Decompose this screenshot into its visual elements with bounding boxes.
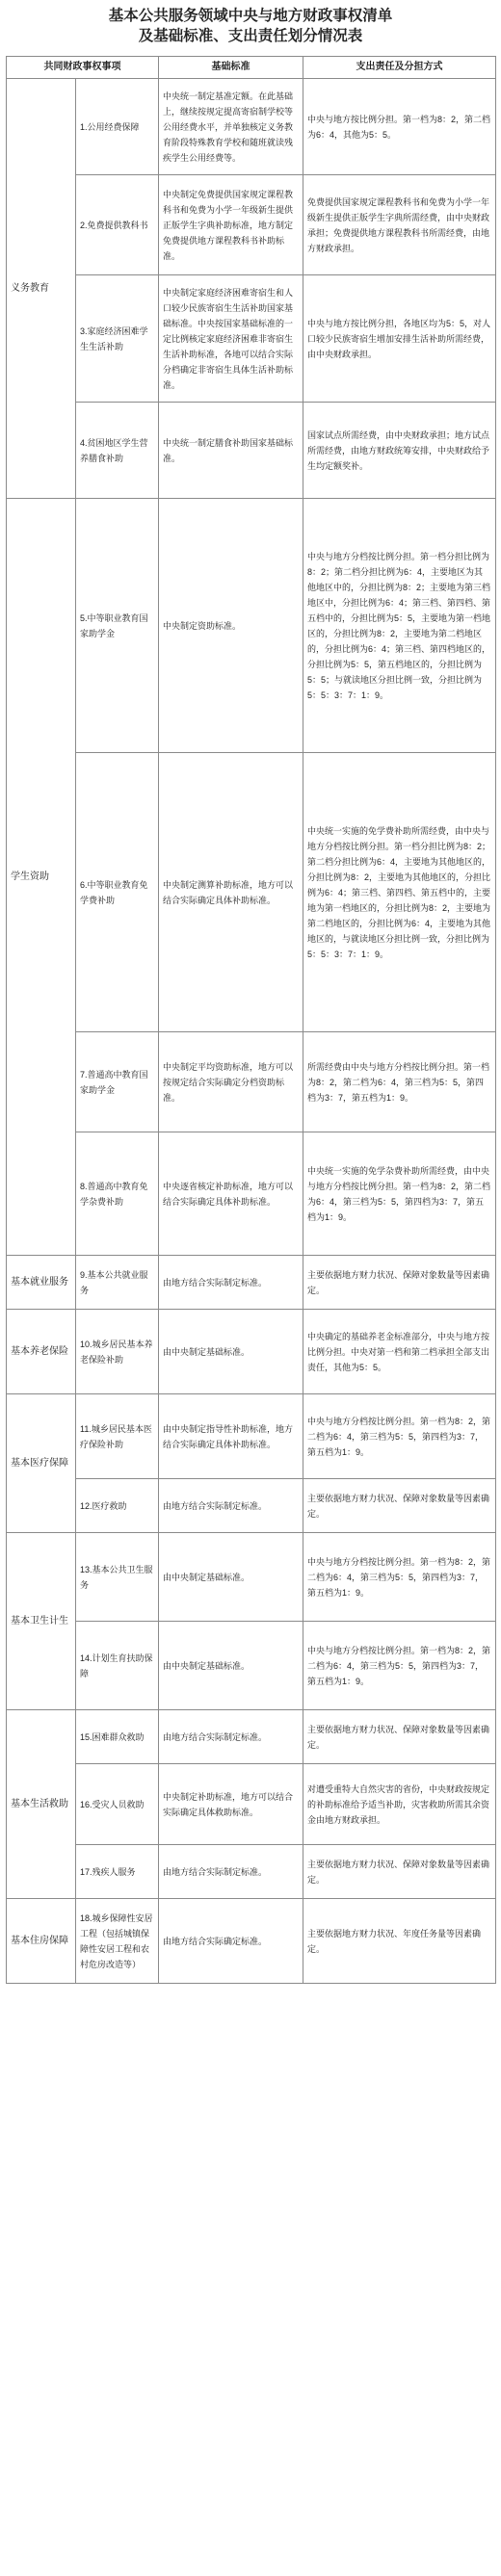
standard-cell: 由中央制定指导性补助标准，地方结合实际确定具体补助标准。 <box>159 1394 303 1479</box>
category-cell: 学生资助 <box>7 499 76 1256</box>
standard-cell: 由地方结合实际制定标准。 <box>159 1845 303 1899</box>
standard-cell: 中央逐省核定补助标准，地方可以结合实际确定具体补助标准。 <box>159 1132 303 1256</box>
table-row <box>7 403 496 499</box>
item-cell: 12.医疗救助 <box>76 1479 159 1533</box>
division-cell: 主要依据地方财力状况、保障对象数量等因素确定。 <box>303 1845 496 1899</box>
table-header-row <box>7 57 496 79</box>
category-cell: 基本生活救助 <box>7 1710 76 1899</box>
division-cell: 中央确定的基础养老金标准部分，中央与地方按比例分担。中央对第一档和第二档承担全部支出责任，其他为5：5。 <box>303 1310 496 1394</box>
standard-cell: 中央统一制定基准定额。在此基础上，继续按规定提高寄宿制学校等公用经费水平，并单独核定义务教育阶段特殊教育学校和随班就读残疾学生公用经费等。 <box>159 79 303 175</box>
standard-cell: 中央制定平均资助标准，地方可以按规定结合实际确定分档资助标准。 <box>159 1032 303 1132</box>
standard-cell: 由地方结合实际制定标准。 <box>159 1710 303 1764</box>
standard-cell: 中央制定补助标准，地方可以结合实际确定具体救助标准。 <box>159 1764 303 1845</box>
category-cell: 基本住房保障 <box>7 1899 76 1984</box>
header-division: 支出责任及分担方式 <box>303 57 496 79</box>
division-cell: 主要依据地方财力状况、保障对象数量等因素确定。 <box>303 1710 496 1764</box>
title-line-2: 及基础标准、支出责任划分情况表 <box>138 28 363 44</box>
standard-cell: 由地方结合实际制定标准。 <box>159 1479 303 1533</box>
item-cell: 15.困难群众救助 <box>76 1710 159 1764</box>
table-row <box>7 499 496 753</box>
division-cell: 中央与地方按比例分担，各地区均为5：5，对人口较少民族寄宿生增加安排生活补助所需经费，由中央财政承担。 <box>303 275 496 403</box>
standard-cell: 由地方结合实际确定标准。 <box>159 1899 303 1984</box>
table-row <box>7 1622 496 1710</box>
division-cell: 所需经费由中央与地方分档按比例分担。第一档为8：2，第二档为6：4，第三档为5：5，第四档为3：7，第五档为1：9。 <box>303 1032 496 1132</box>
division-cell: 主要依据地方财力状况、年度任务量等因素确定。 <box>303 1899 496 1984</box>
category-cell: 基本养老保险 <box>7 1310 76 1394</box>
table-row <box>7 79 496 175</box>
standard-cell: 中央制定测算补助标准，地方可以结合实际确定具体补助标准。 <box>159 753 303 1032</box>
table-row <box>7 1479 496 1533</box>
standard-cell: 由中央制定基础标准。 <box>159 1533 303 1622</box>
title-line-1: 基本公共服务领域中央与地方财政事权清单 <box>108 8 393 24</box>
item-cell: 17.残疾人服务 <box>76 1845 159 1899</box>
standard-cell: 中央制定家庭经济困难寄宿生和人口较少民族寄宿生生活补助国家基础标准。中央按国家基础标准的一定比例核定家庭经济困难非寄宿生生活补助标准，各地可以结合实际分档确定非寄宿生具体生活补助标准。 <box>159 275 303 403</box>
item-cell: 18.城乡保障性安居工程（包括城镇保障性安居工程和农村危房改造等） <box>76 1899 159 1984</box>
table-row <box>7 1394 496 1479</box>
division-cell: 中央与地方分档按比例分担。第一档为8：2，第二档为6：4，第三档为5：5，第四档为3：7，第五档为1：9。 <box>303 1394 496 1479</box>
item-cell: 2.免费提供教科书 <box>76 175 159 275</box>
division-cell: 中央统一实施的免学杂费补助所需经费，由中央与地方分档按比例分担。第一档为8：2，第二档为6：4，第三档为5：5，第四档为3：7，第五档为1：9。 <box>303 1132 496 1256</box>
fiscal-table <box>6 56 496 1984</box>
table-row <box>7 275 496 403</box>
item-cell: 3.家庭经济困难学生生活补助 <box>76 275 159 403</box>
table-row <box>7 1310 496 1394</box>
table-row <box>7 1899 496 1984</box>
header-item: 共同财政事权事项 <box>7 57 159 79</box>
division-cell: 中央与地方按比例分担。第一档为8：2，第二档为6：4，其他为5：5。 <box>303 79 496 175</box>
item-cell: 1.公用经费保障 <box>76 79 159 175</box>
table-row <box>7 1132 496 1256</box>
item-cell: 11.城乡居民基本医疗保险补助 <box>76 1394 159 1479</box>
division-cell: 国家试点所需经费，由中央财政承担；地方试点所需经费，由地方财政统筹安排，中央财政给予生均定额奖补。 <box>303 403 496 499</box>
table-row <box>7 1533 496 1622</box>
standard-cell: 中央制定免费提供国家规定课程教科书和免费为小学一年级新生提供正版学生字典补助标准，地方制定免费提供地方课程教科书补助标准。 <box>159 175 303 275</box>
division-cell: 主要依据地方财力状况、保障对象数量等因素确定。 <box>303 1479 496 1533</box>
standard-cell: 由中央制定基础标准。 <box>159 1622 303 1710</box>
division-cell: 中央与地方分档按比例分担。第一档为8：2，第二档为6：4，第三档为5：5，第四档为3：7，第五档为1：9。 <box>303 1533 496 1622</box>
division-cell: 免费提供国家规定课程教科书和免费为小学一年级新生提供正版学生字典所需经费，由中央财政承担；免费提供地方课程教科书所需经费，由地方财政承担。 <box>303 175 496 275</box>
standard-cell: 由中央制定基础标准。 <box>159 1310 303 1394</box>
item-cell: 7.普通高中教育国家助学金 <box>76 1032 159 1132</box>
table-row <box>7 1032 496 1132</box>
item-cell: 14.计划生育扶助保障 <box>76 1622 159 1710</box>
table-row <box>7 1256 496 1310</box>
division-cell: 主要依据地方财力状况、保障对象数量等因素确定。 <box>303 1256 496 1310</box>
table-row <box>7 175 496 275</box>
category-cell: 义务教育 <box>7 79 76 499</box>
division-cell: 中央统一实施的免学费补助所需经费，由中央与地方分档按比例分担。第一档分担比例为8：2；第二档分担比例为6：4，主要地为其他地区的，分担比例为8：2，主要地为其他地区的，分担比例为6：4；第三档、第四档、第五档中的，主要地为第一档地区的，分担比例为8：2，主要地为第二档地区的，分担比例为6：4，主要地为其他地区的，与就读地区分担比例一致，分担比例为5：5：3：7：1：9。 <box>303 753 496 1032</box>
division-cell: 中央与地方分档按比例分担。第一档为8：2，第二档为6：4，第三档为5：5，第四档为3：7，第五档为1：9。 <box>303 1622 496 1710</box>
standard-cell: 中央统一制定膳食补助国家基础标准。 <box>159 403 303 499</box>
category-cell: 基本医疗保障 <box>7 1394 76 1533</box>
header-standard: 基础标准 <box>159 57 303 79</box>
category-cell: 基本就业服务 <box>7 1256 76 1310</box>
standard-cell: 由地方结合实际制定标准。 <box>159 1256 303 1310</box>
division-cell: 对遭受重特大自然灾害的省份，中央财政按规定的补助标准给予适当补助，灾害救助所需其余资金由地方财政承担。 <box>303 1764 496 1845</box>
item-cell: 16.受灾人员救助 <box>76 1764 159 1845</box>
table-row <box>7 753 496 1032</box>
category-cell: 基本卫生计生 <box>7 1533 76 1710</box>
item-cell: 8.普通高中教育免学杂费补助 <box>76 1132 159 1256</box>
standard-cell: 中央制定资助标准。 <box>159 499 303 753</box>
item-cell: 4.贫困地区学生营养膳食补助 <box>76 403 159 499</box>
page-title <box>0 0 501 56</box>
item-cell: 5.中等职业教育国家助学金 <box>76 499 159 753</box>
item-cell: 10.城乡居民基本养老保险补助 <box>76 1310 159 1394</box>
table-row <box>7 1710 496 1764</box>
table-row <box>7 1845 496 1899</box>
item-cell: 13.基本公共卫生服务 <box>76 1533 159 1622</box>
item-cell: 6.中等职业教育免学费补助 <box>76 753 159 1032</box>
item-cell: 9.基本公共就业服务 <box>76 1256 159 1310</box>
division-cell: 中央与地方分档按比例分担。第一档分担比例为8：2；第二档分担比例为6：4，主要地区为其他地区中的，分担比例为8：2；主要地为第三档地区中，分担比例为6：4；第三档、第四档、第五档中的，分担比例为5：5，主要地为第一档地区的，分担比例为8：2，主要地为第二档地区的，分担比例为6：4；第三档、第四档地区的，分担比例为5：5，第五档地区的，分担比例为5：5；与就读地区分担比例一致，分担比例为5：5：3：7：1：9。 <box>303 499 496 753</box>
table-row <box>7 1764 496 1845</box>
